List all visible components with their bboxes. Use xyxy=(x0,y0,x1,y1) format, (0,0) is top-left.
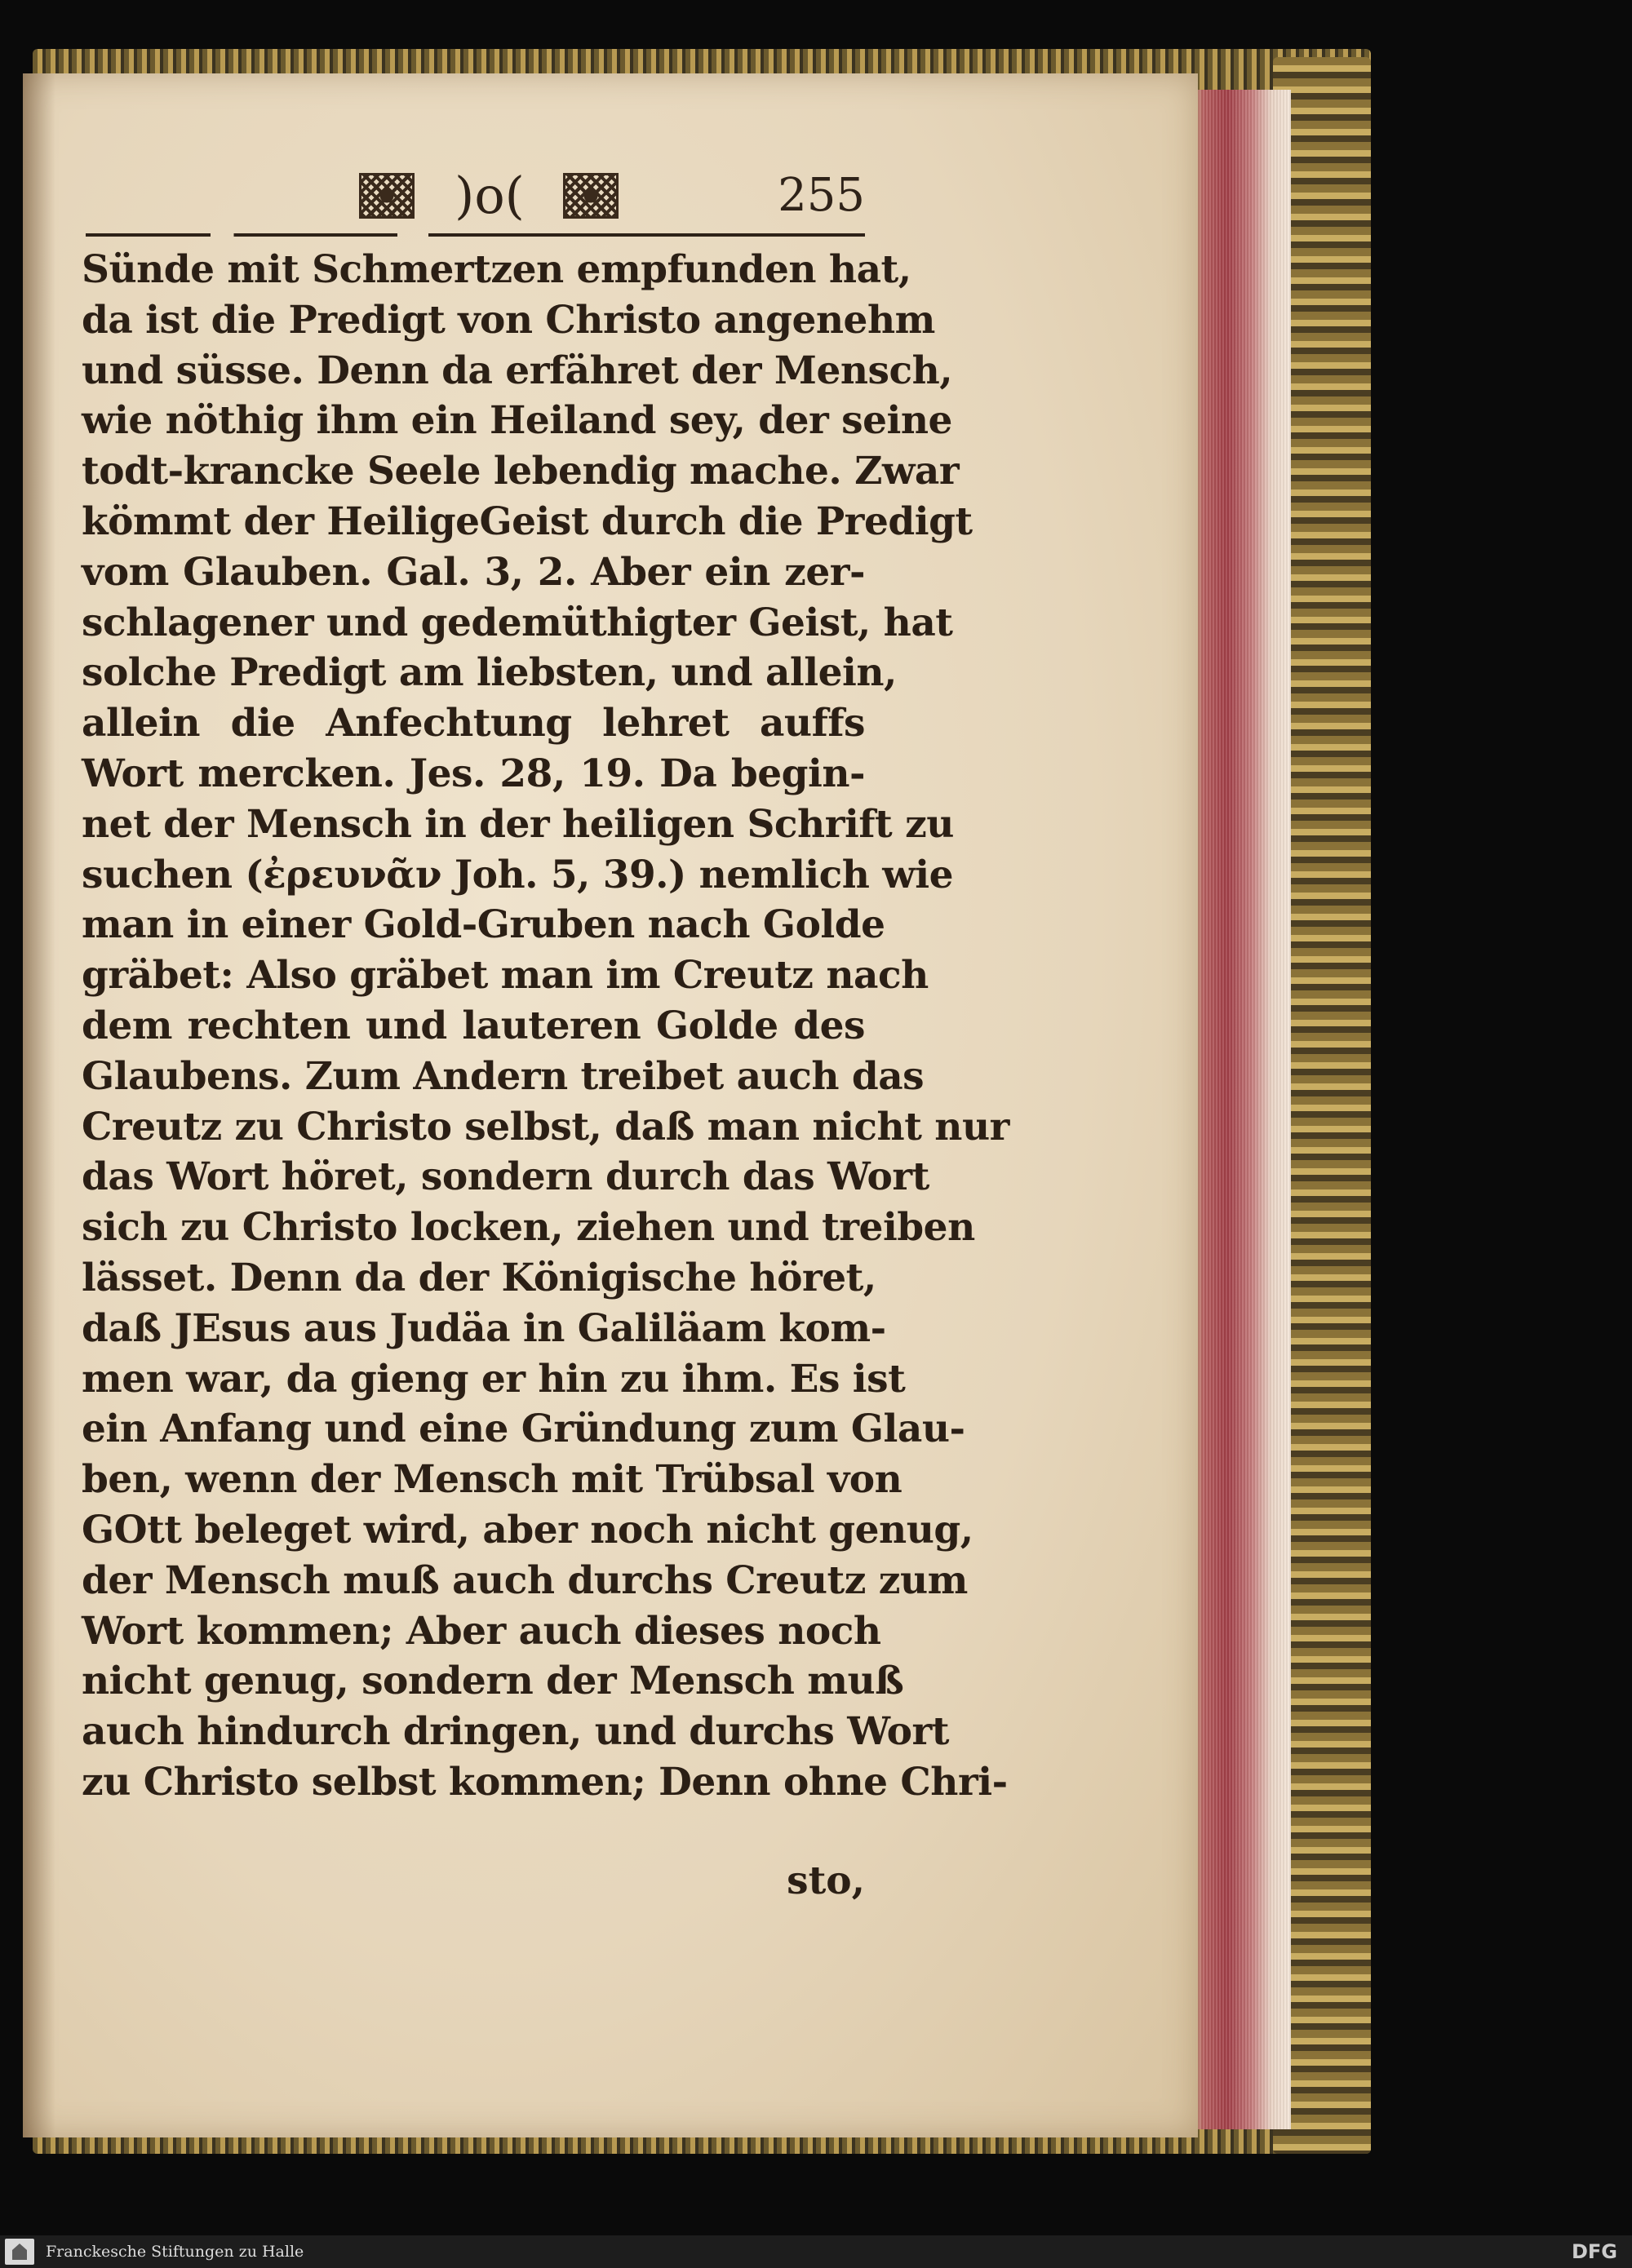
text-line: schlagener und gedemüthigter Geist, hat xyxy=(82,600,953,645)
text-line: Glaubens. Zum Andern treibet auch das xyxy=(82,1053,925,1099)
text-line: GOtt beleget wird, aber noch nicht genug, xyxy=(82,1507,973,1553)
text-line: suchen (ἐρευνᾶν Joh. 5, 39.) nemlich wie xyxy=(82,852,954,897)
ornament-right-icon xyxy=(563,173,619,219)
body-text xyxy=(82,245,1009,1808)
text-line: net der Mensch in der heiligen Schrift zu xyxy=(82,801,954,847)
header-rule xyxy=(86,233,865,237)
text-line: gräbet: Also gräbet man im Creutz nach xyxy=(82,953,929,999)
text-line: sich zu Christo locken, ziehen und treiben xyxy=(82,1205,975,1251)
text-line: Wort kommen; Aber auch dieses noch xyxy=(82,1608,881,1654)
page-edge-stack xyxy=(1193,90,1291,2129)
text-line: ben, wenn der Mensch mit Trübsal von xyxy=(82,1457,902,1503)
text-line: man in einer Gold-Gruben nach Golde xyxy=(82,902,885,948)
text-line: Sünde mit Schmertzen empfunden hat, xyxy=(82,247,911,292)
text-line: Creutz zu Christo selbst, daß man nicht nur xyxy=(82,1104,1009,1150)
text-line: und süsse. Denn da erfähret der Mensch, xyxy=(82,348,953,393)
text-line: das Wort höret, sondern durch das Wort xyxy=(82,1154,929,1200)
text-line: wie nöthig ihm ein Heiland sey, der seine xyxy=(82,398,952,444)
text-line: Wort mercken. Jes. 28, 19. Da begin- xyxy=(82,751,865,796)
text-line: dem rechten und lauteren Golde des xyxy=(82,1003,865,1048)
text-line: todt-krancke Seele lebendig mache. Zwar xyxy=(82,449,960,494)
ornament-left-icon xyxy=(359,173,415,219)
text-line: daß JEsus aus Judäa in Galiläam kom- xyxy=(82,1305,886,1351)
header-center-mark: )o( xyxy=(455,166,525,225)
text-line: kömmt der HeiligeGeist durch die Predigt xyxy=(82,498,973,544)
text-line: zu Christo selbst kommen; Denn ohne Chri- xyxy=(82,1759,1008,1805)
text-line: da ist die Predigt von Christo angenehm xyxy=(82,297,935,343)
text-line: men war, da gieng er hin zu ihm. Es ist xyxy=(82,1356,906,1402)
running-header xyxy=(82,163,865,228)
institution-name: Franckesche Stiftungen zu Halle xyxy=(46,2243,304,2261)
page-gutter-shadow xyxy=(23,73,55,2137)
text-line: nicht genug, sondern der Mensch muß xyxy=(82,1659,904,1704)
catchword: sto, xyxy=(787,1858,865,1903)
text-line: auch hindurch dringen, und durchs Wort xyxy=(82,1709,949,1755)
text-line: solche Predigt am liebsten, und allein, xyxy=(82,650,897,696)
text-line: vom Glauben. Gal. 3, 2. Aber ein zer- xyxy=(82,549,865,595)
institution-logo-icon xyxy=(5,2239,34,2265)
text-line: allein die Anfechtung lehret auffs xyxy=(82,701,865,746)
text-line: ein Anfang und eine Gründung zum Glau- xyxy=(82,1406,965,1452)
text-line: lässet. Denn da der Königische höret, xyxy=(82,1255,876,1300)
text-line: der Mensch muß auch durchs Creutz zum xyxy=(82,1557,968,1603)
viewer-footer xyxy=(0,2235,1632,2268)
page-number: 255 xyxy=(778,169,865,222)
dfg-logo: DFG xyxy=(1571,2240,1617,2263)
